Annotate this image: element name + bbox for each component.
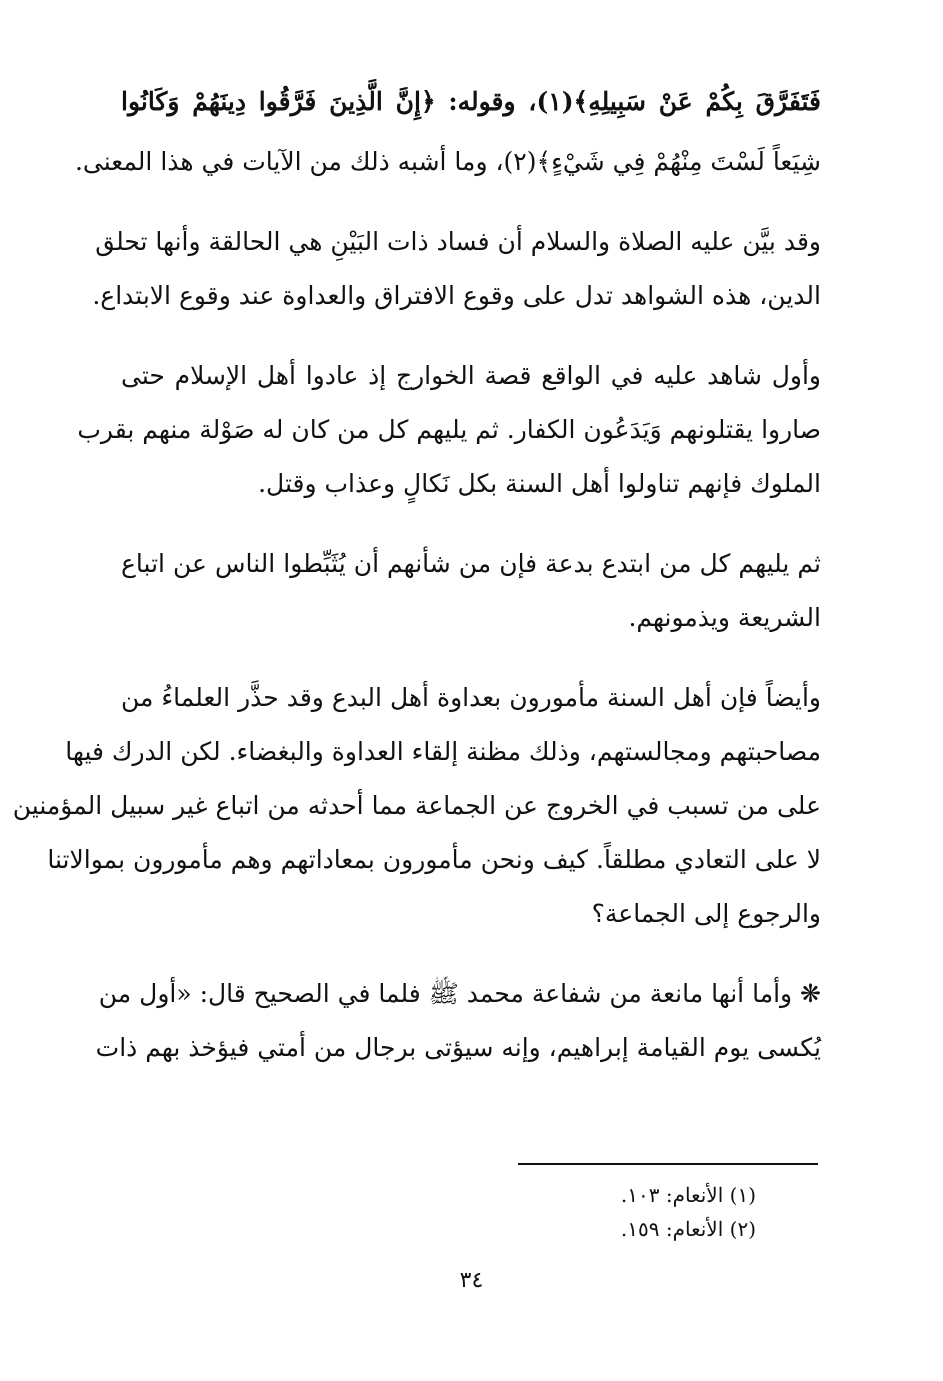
text-line: وأول شاهد عليه في الواقع قصة الخوارج إذ عادوا أهل الإسلام حتى	[121, 361, 821, 390]
text-line: فَتَفَرَّقَ بِكُمْ عَنْ سَبِيلِهِ﴾(١)، وقوله: ﴿إِنَّ الَّذِينَ فَرَّقُوا دِينَهُمْ وَكَانُوا	[121, 87, 821, 116]
text-line: لا على التعادي مطلقاً. كيف ونحن مأمورون بمعاداتهم وهم مأمورون بموالاتنا	[47, 845, 821, 874]
text-line: والرجوع إلى الجماعة؟	[591, 899, 821, 928]
text-line: مصاحبتهم ومجالستهم، وذلك مظنة إلقاء العداوة والبغضاء. لكن الدرك فيها	[65, 737, 821, 766]
text-line: صاروا يقتلونهم وَيَدَعُون الكفار. ثم يليهم كل من كان له صَوْلة منهم بقرب	[77, 415, 821, 444]
footnote-separator	[518, 1163, 818, 1165]
text-line: على من تسبب في الخروج عن الجماعة مما أحدثه من اتباع غير سبيل المؤمنين	[12, 791, 821, 820]
text-line: الشريعة ويذمونهم.	[628, 603, 821, 632]
text-line: وقد بيَّن عليه الصلاة والسلام أن فساد ذات البَيْنِ هي الحالقة وأنها تحلق	[95, 227, 821, 256]
text-line: الدين، هذه الشواهد تدل على وقوع الافتراق والعداوة عند وقوع الابتداع.	[92, 281, 821, 310]
text-line: وأيضاً فإن أهل السنة مأمورون بعداوة أهل البدع وقد حذَّر العلماءُ من	[121, 683, 821, 712]
text-line: يُكسى يوم القيامة إبراهيم، وإنه سيؤتى برجال من أمتي فيؤخذ بهم ذات	[95, 1033, 821, 1062]
text-line: ثم يليهم كل من ابتدع بدعة فإن من شأنهم أن يُثَبِّطوا الناس عن اتباع	[121, 549, 821, 578]
page-number: ٣٤	[459, 1268, 484, 1293]
text-line: شِيَعاً لَسْتَ مِنْهُمْ فِي شَيْءٍ﴾(٢)، وما أشبه ذلك من الآيات في هذا المعنى.	[74, 147, 821, 176]
text-line: ❋ وأما أنها مانعة من شفاعة محمد ﷺ فلما في الصحيح قال: «أول من	[98, 979, 821, 1008]
footnote: (٢) الأنعام: ١٥٩.	[620, 1217, 756, 1241]
text-line: الملوك فإنهم تناولوا أهل السنة بكل نَكالٍ وعذاب وقتل.	[258, 469, 821, 498]
footnote: (١) الأنعام: ١٠٣.	[620, 1183, 756, 1207]
